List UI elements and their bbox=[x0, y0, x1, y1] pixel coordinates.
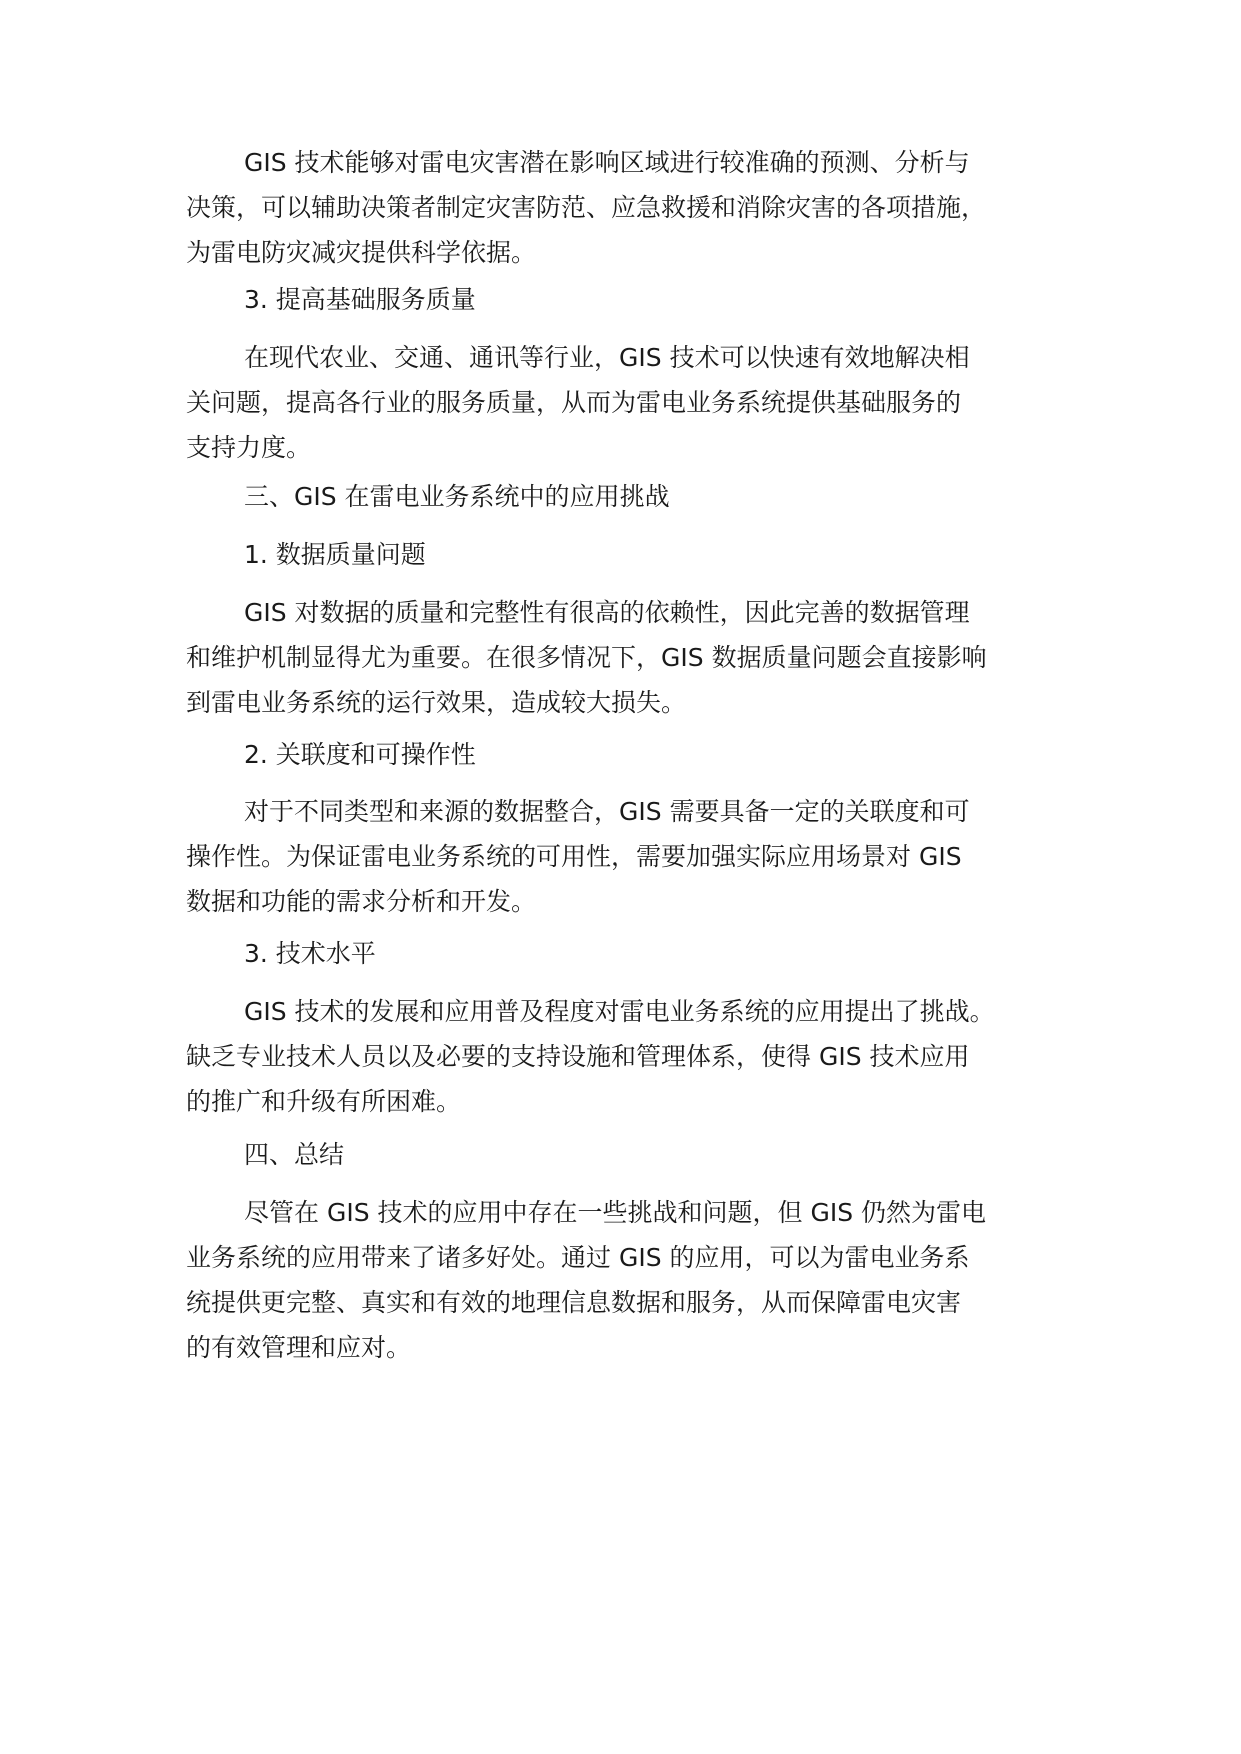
text-line: 尽管在 GIS 技术的应用中存在一些挑战和问题，但 GIS 仍然为雷电 bbox=[244, 1198, 987, 1227]
paragraph-service-quality bbox=[186, 335, 1086, 470]
text-line: 在现代农业、交通、通讯等行业，GIS 技术可以快速有效地解决相 bbox=[244, 343, 970, 372]
text-line: GIS 技术能够对雷电灾害潜在影响区域进行较准确的预测、分析与 bbox=[244, 148, 970, 177]
section-heading-1-data-quality bbox=[186, 532, 1086, 577]
paragraph-tech-level bbox=[186, 989, 1086, 1124]
paragraph-relevance bbox=[186, 789, 1086, 924]
text-line: GIS 对数据的质量和完整性有很高的依赖性，因此完善的数据管理 bbox=[244, 598, 970, 627]
text-line: GIS 技术的发展和应用普及程度对雷电业务系统的应用提出了挑战。 bbox=[244, 997, 995, 1026]
text-line: 缺乏专业技术人员以及必要的支持设施和管理体系，使得 GIS 技术应用 bbox=[186, 1042, 970, 1071]
section-heading-3-tech-level bbox=[186, 931, 1086, 976]
text-line: 支持力度。 bbox=[186, 433, 312, 462]
text-line: 和维护机制显得尤为重要。在很多情况下，GIS 数据质量问题会直接影响 bbox=[186, 643, 987, 672]
section-heading-3-service-quality bbox=[186, 277, 1086, 322]
heading-text: 3. 技术水平 bbox=[244, 939, 376, 968]
text-line: 对于不同类型和来源的数据整合，GIS 需要具备一定的关联度和可 bbox=[244, 797, 970, 826]
text-line: 的推广和升级有所困难。 bbox=[186, 1087, 462, 1116]
text-line: 操作性。为保证雷电业务系统的可用性，需要加强实际应用场景对 GIS bbox=[186, 842, 962, 871]
section-heading-2-relevance bbox=[186, 732, 1086, 777]
heading-text: 三、GIS 在雷电业务系统中的应用挑战 bbox=[244, 482, 670, 511]
paragraph-data-quality bbox=[186, 590, 1086, 725]
text-line: 到雷电业务系统的运行效果，造成较大损失。 bbox=[186, 688, 687, 717]
paragraph-summary bbox=[186, 1190, 1086, 1370]
text-line: 决策，可以辅助决策者制定灾害防范、应急救援和消除灾害的各项措施， bbox=[186, 193, 987, 222]
text-line: 为雷电防灾减灾提供科学依据。 bbox=[186, 238, 537, 267]
paragraph-gis-decision bbox=[186, 140, 1086, 275]
section-heading-challenges bbox=[186, 474, 1086, 519]
text-line: 统提供更完整、真实和有效的地理信息数据和服务，从而保障雷电灾害 bbox=[186, 1288, 962, 1317]
text-line: 的有效管理和应对。 bbox=[186, 1333, 412, 1362]
heading-text: 3. 提高基础服务质量 bbox=[244, 285, 476, 314]
text-line: 业务系统的应用带来了诸多好处。通过 GIS 的应用，可以为雷电业务系 bbox=[186, 1243, 970, 1272]
heading-text: 2. 关联度和可操作性 bbox=[244, 740, 476, 769]
text-line: 数据和功能的需求分析和开发。 bbox=[186, 887, 537, 916]
section-heading-summary bbox=[186, 1132, 1086, 1177]
text-line: 关问题，提高各行业的服务质量，从而为雷电业务系统提供基础服务的 bbox=[186, 388, 962, 417]
heading-text: 四、总结 bbox=[244, 1140, 345, 1169]
heading-text: 1. 数据质量问题 bbox=[244, 540, 426, 569]
